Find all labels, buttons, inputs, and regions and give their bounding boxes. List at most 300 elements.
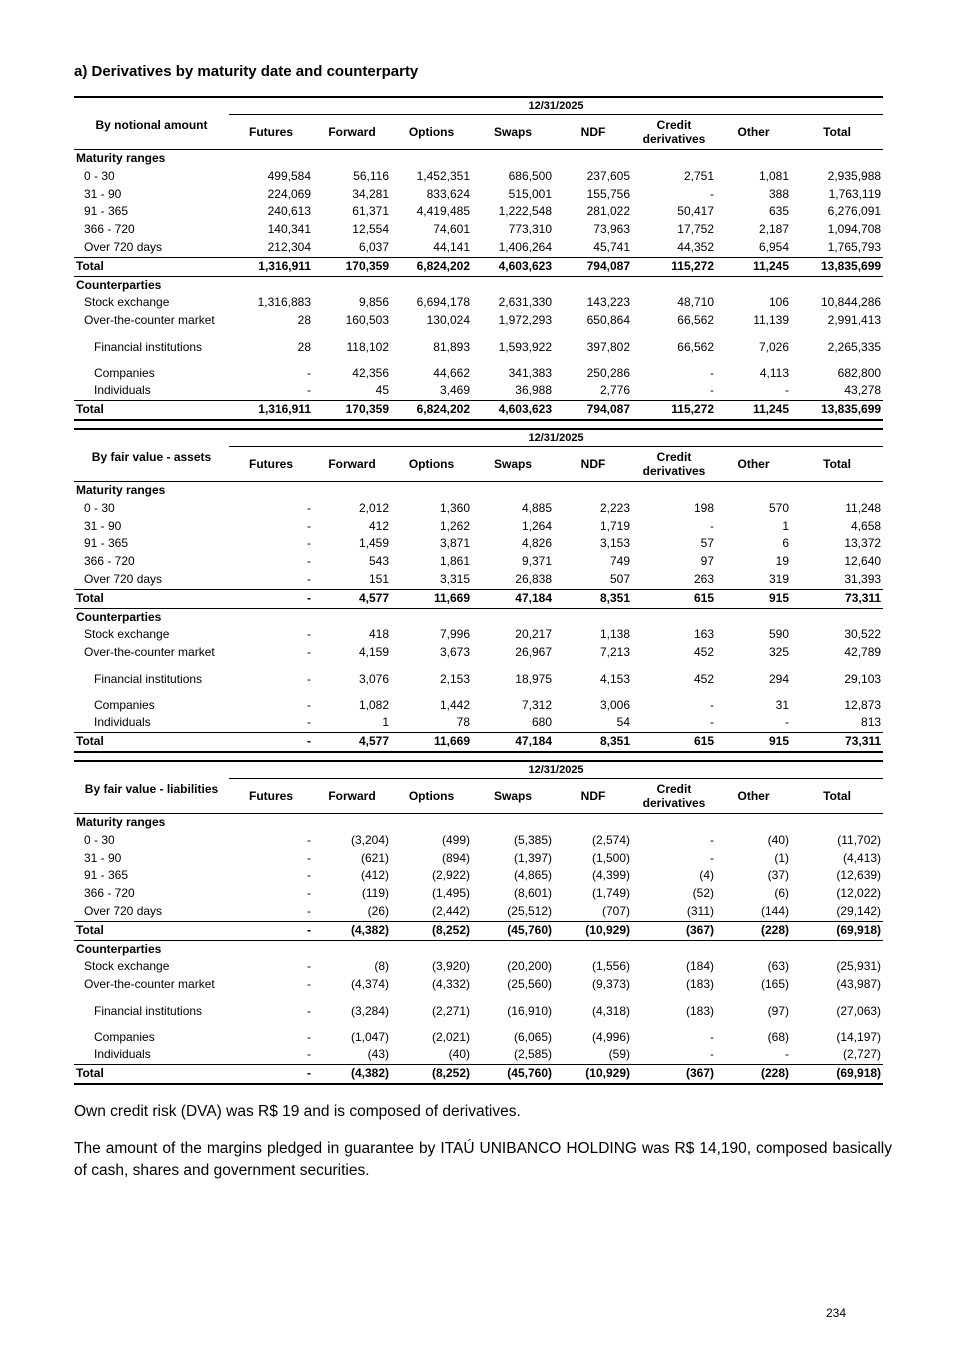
value-cell: 1,262: [439, 518, 470, 533]
value-cell: 6,954: [716, 239, 791, 257]
derivatives-table: [74, 760, 883, 1085]
column-header: Forward: [313, 779, 391, 814]
value-cell: -: [229, 1064, 313, 1083]
table-row: [74, 312, 883, 330]
table-row: [74, 903, 883, 921]
value-cell: (16,910): [507, 1003, 552, 1018]
value-cell: 915: [716, 589, 791, 608]
table-caption-cell: [74, 761, 229, 814]
table-row: [74, 239, 883, 257]
value-cell: 1,360: [439, 500, 470, 515]
value-cell: -: [307, 868, 311, 883]
section-row: [74, 482, 883, 500]
value-cell: 650,864: [586, 313, 630, 328]
value-cell: 73,311: [791, 732, 883, 751]
section-row: [74, 276, 883, 294]
value-cell: 8,351: [554, 589, 632, 608]
value-cell: 6,824,202: [391, 400, 472, 419]
value-cell: (367): [632, 921, 716, 940]
value-cell: 341,383: [508, 365, 552, 380]
value-cell: 6,276,091: [827, 204, 882, 219]
value-cell: 4,419,485: [416, 204, 470, 219]
value-cell: 635: [768, 204, 789, 219]
value-cell: 281,022: [586, 204, 630, 219]
value-cell: 160,503: [345, 313, 389, 328]
value-cell: 1,094,708: [827, 222, 882, 237]
value-cell: 18,975: [515, 671, 552, 686]
row-label: 31 - 90: [84, 518, 122, 533]
table-row: [74, 186, 883, 204]
value-cell: 11,139: [753, 313, 789, 328]
value-cell: (412): [360, 868, 389, 883]
value-cell: 54: [554, 714, 632, 732]
value-cell: 11,669: [391, 589, 472, 608]
value-cell: -: [229, 382, 313, 400]
section-label: Maturity ranges: [76, 815, 166, 829]
value-cell: (69,918): [791, 1064, 883, 1083]
value-cell: (4,996): [591, 1029, 630, 1044]
row-label: Total: [74, 1064, 229, 1083]
value-cell: 2,265,335: [827, 339, 882, 354]
value-cell: (43): [313, 1046, 391, 1064]
value-cell: 26,967: [515, 645, 552, 660]
value-cell: -: [710, 518, 714, 533]
row-label: 31 - 90: [84, 186, 122, 201]
value-cell: (43,987): [836, 977, 882, 992]
value-cell: (2,727): [791, 1046, 883, 1064]
value-cell: 749: [609, 554, 630, 569]
value-cell: 155,756: [586, 186, 630, 201]
value-cell: -: [632, 1046, 716, 1064]
section-label: Counterparties: [76, 277, 162, 292]
value-cell: 12,640: [844, 554, 882, 569]
value-cell: -: [710, 850, 714, 865]
value-cell: (2,271): [431, 1003, 470, 1018]
table-caption-cell: [74, 429, 229, 482]
value-cell: 319: [716, 571, 791, 589]
row-label: Over-the-counter market: [84, 645, 215, 660]
value-cell: (10,929): [554, 921, 632, 940]
value-cell: 915: [716, 732, 791, 751]
value-cell: (1,397): [513, 850, 552, 865]
value-cell: 42,356: [352, 365, 389, 380]
value-cell: 20,217: [515, 627, 552, 642]
row-label: 0 - 30: [84, 832, 115, 847]
value-cell: 7,026: [758, 339, 789, 354]
row-label: 91 - 365: [84, 204, 129, 219]
table-row: [74, 356, 883, 382]
row-label: 91 - 365: [84, 868, 129, 883]
value-cell: (894): [441, 850, 470, 865]
value-cell: 543: [368, 554, 389, 569]
value-cell: -: [229, 571, 313, 589]
row-label: Companies: [94, 365, 155, 380]
value-cell: 3,006: [599, 697, 630, 712]
value-cell: 143,223: [586, 295, 630, 310]
value-cell: (1,500): [591, 850, 630, 865]
value-cell: (3,204): [350, 832, 389, 847]
value-cell: 240,613: [267, 204, 311, 219]
margins-note: The amount of the margins pledged in guarantee by ITAÚ UNIBANCO HOLDING was R$ 14,190, composed basically of cash, shares and government securities.: [74, 1140, 892, 1179]
value-cell: (499): [441, 832, 470, 847]
value-cell: -: [229, 1046, 313, 1064]
value-cell: 237,605: [586, 168, 630, 183]
table-row: [74, 867, 883, 885]
value-cell: 3,076: [358, 671, 389, 686]
column-header: Futures: [229, 447, 313, 482]
value-cell: (228): [716, 921, 791, 940]
row-label: Over-the-counter market: [84, 313, 215, 328]
value-cell: 682,800: [837, 365, 882, 380]
value-cell: (12,022): [836, 886, 882, 901]
value-cell: (10,929): [554, 1064, 632, 1083]
value-cell: 3,871: [439, 536, 470, 551]
value-cell: (14,197): [836, 1029, 882, 1044]
table-row: [74, 589, 883, 608]
value-cell: 6,037: [313, 239, 391, 257]
value-cell: 1,972,293: [498, 313, 552, 328]
table-row: [74, 500, 883, 518]
value-cell: (29,142): [791, 903, 883, 921]
value-cell: (4,865): [513, 868, 552, 883]
value-cell: 590: [768, 627, 789, 642]
value-cell: (3,284): [350, 1003, 389, 1018]
value-cell: 28: [297, 313, 311, 328]
value-cell: (5,385): [513, 832, 552, 847]
value-cell: 2,187: [758, 222, 789, 237]
row-label: Total: [74, 400, 229, 419]
table-row: [74, 382, 883, 400]
value-cell: -: [229, 903, 313, 921]
value-cell: 11,669: [391, 732, 472, 751]
value-cell: 833,624: [426, 186, 470, 201]
value-cell: 2,935,988: [827, 168, 882, 183]
table-row: [74, 294, 883, 312]
value-cell: 615: [632, 732, 716, 751]
value-cell: 31,393: [791, 571, 883, 589]
column-header: Forward: [313, 115, 391, 150]
column-header: Credit derivatives: [632, 115, 716, 150]
value-cell: 170,359: [313, 400, 391, 419]
value-cell: 1,406,264: [472, 239, 554, 257]
value-cell: 6,694,178: [416, 295, 470, 310]
value-cell: 9,856: [358, 295, 389, 310]
value-cell: 56,116: [353, 168, 389, 183]
table-row: [74, 257, 883, 276]
value-cell: 1,316,911: [229, 257, 313, 276]
value-cell: 151: [313, 571, 391, 589]
table-row: [74, 732, 883, 751]
value-cell: 397,802: [586, 339, 630, 354]
value-cell: 4,603,623: [472, 257, 554, 276]
value-cell: 4,658: [851, 518, 882, 533]
value-cell: 418: [368, 627, 389, 642]
value-cell: (2,442): [391, 903, 472, 921]
table-caption-cell: [74, 97, 229, 150]
table-caption: By fair value - assets: [91, 450, 212, 464]
column-header: Swaps: [472, 779, 554, 814]
derivatives-table: [74, 96, 883, 421]
value-cell: 106: [768, 295, 789, 310]
section-heading: a) Derivatives by maturity date and counterparty: [74, 63, 419, 80]
value-cell: 163: [693, 627, 714, 642]
value-cell: 29,103: [844, 671, 882, 686]
row-label: 366 - 720: [84, 222, 135, 237]
value-cell: -: [632, 714, 716, 732]
value-cell: 7,213: [599, 645, 630, 660]
value-cell: 11,248: [845, 500, 882, 515]
column-header: Other: [716, 447, 791, 482]
column-header: Total: [791, 779, 883, 814]
value-cell: 13,835,699: [791, 257, 883, 276]
table-row: [74, 1064, 883, 1083]
value-cell: -: [307, 832, 311, 847]
row-label: Stock exchange: [84, 627, 170, 642]
value-cell: -: [307, 850, 311, 865]
value-cell: -: [307, 645, 311, 660]
value-cell: (26): [313, 903, 391, 921]
column-header: NDF: [554, 779, 632, 814]
value-cell: -: [229, 714, 313, 732]
value-cell: 515,001: [508, 186, 552, 201]
value-cell: 10,844,286: [821, 295, 882, 310]
table-row: [74, 714, 883, 732]
table-row: [74, 958, 883, 976]
column-header: Options: [391, 779, 472, 814]
value-cell: (4,318): [591, 1003, 630, 1018]
value-cell: 2,991,413: [827, 313, 882, 328]
row-label: Total: [74, 257, 229, 276]
value-cell: 44,141: [391, 239, 472, 257]
table-row: [74, 571, 883, 589]
value-cell: 680: [472, 714, 554, 732]
column-header: Credit derivatives: [632, 447, 716, 482]
value-cell: (2,574): [591, 832, 630, 847]
value-cell: 42,789: [844, 645, 882, 660]
value-cell: 4,113: [759, 365, 789, 380]
value-cell: 4,826: [521, 536, 552, 551]
value-cell: 45,741: [554, 239, 632, 257]
table-row: [74, 1046, 883, 1064]
value-cell: 118,102: [346, 339, 389, 354]
row-label: Individuals: [74, 382, 229, 400]
value-cell: 388: [768, 186, 789, 201]
column-header: Total: [791, 115, 883, 150]
table-row: [74, 832, 883, 850]
value-cell: (1,495): [431, 886, 470, 901]
value-cell: 66,562: [677, 339, 714, 354]
value-cell: 45: [313, 382, 391, 400]
value-cell: 2,223: [599, 500, 630, 515]
value-cell: -: [307, 1003, 311, 1018]
value-cell: 1,082: [358, 697, 389, 712]
value-cell: -: [307, 627, 311, 642]
row-label: Total: [74, 589, 229, 608]
value-cell: (707): [554, 903, 632, 921]
row-label: Financial institutions: [94, 339, 203, 354]
value-cell: -: [307, 554, 311, 569]
value-cell: 12,554: [352, 222, 389, 237]
value-cell: (12,639): [836, 868, 882, 883]
row-label: Over 720 days: [74, 571, 229, 589]
value-cell: 198: [693, 500, 714, 515]
value-cell: 57: [700, 536, 714, 551]
table-row: [74, 203, 883, 221]
value-cell: 2,153: [439, 671, 470, 686]
page-number: 234: [826, 1306, 847, 1320]
section-label: Maturity ranges: [76, 483, 166, 497]
value-cell: 686,500: [508, 168, 552, 183]
value-cell: (25,512): [472, 903, 554, 921]
value-cell: (69,918): [791, 921, 883, 940]
section-label: Counterparties: [76, 941, 162, 956]
value-cell: (4,332): [431, 977, 470, 992]
value-cell: (1,556): [591, 959, 630, 974]
column-header: Options: [391, 115, 472, 150]
value-cell: (4,382): [313, 921, 391, 940]
value-cell: (9,373): [591, 977, 630, 992]
value-cell: 1,264: [521, 518, 552, 533]
table-row: [74, 535, 883, 553]
value-cell: 34,281: [352, 186, 389, 201]
value-cell: (3,920): [431, 959, 470, 974]
table-caption: By fair value - liabilities: [84, 782, 219, 796]
value-cell: 1,763,119: [828, 186, 882, 201]
value-cell: (4,382): [313, 1064, 391, 1083]
value-cell: 28: [297, 339, 311, 354]
row-label: Companies: [94, 1029, 155, 1044]
table-row: [74, 994, 883, 1020]
row-label: Total: [74, 921, 229, 940]
value-cell: 615: [632, 589, 716, 608]
row-label: Financial institutions: [94, 1003, 203, 1018]
value-cell: 4,885: [521, 500, 552, 515]
value-cell: 1,719: [599, 518, 630, 533]
value-cell: (1,047): [350, 1029, 389, 1044]
value-cell: 7,996: [439, 627, 470, 642]
value-cell: 794,087: [554, 400, 632, 419]
value-cell: 130,024: [426, 313, 470, 328]
row-label: Over 720 days: [74, 903, 229, 921]
row-label: Total: [74, 732, 229, 751]
row-label: Stock exchange: [84, 959, 170, 974]
column-header: Credit derivatives: [632, 779, 716, 814]
value-cell: 1,222,548: [498, 204, 552, 219]
value-cell: 43,278: [791, 382, 883, 400]
value-cell: 17,752: [677, 222, 714, 237]
value-cell: (2,922): [431, 868, 470, 883]
value-cell: 36,988: [472, 382, 554, 400]
value-cell: (8,252): [391, 1064, 472, 1083]
value-cell: 813: [791, 714, 883, 732]
value-cell: -: [307, 365, 311, 380]
value-cell: 3,153: [599, 536, 630, 551]
value-cell: 1,452,351: [416, 168, 470, 183]
value-cell: -: [710, 1029, 714, 1044]
value-cell: 74,601: [433, 222, 470, 237]
value-cell: (40): [391, 1046, 472, 1064]
table-row: [74, 688, 883, 714]
value-cell: 1,459: [358, 536, 389, 551]
value-cell: (40): [767, 832, 789, 847]
value-cell: 412: [368, 518, 389, 533]
column-header: Options: [391, 447, 472, 482]
value-cell: 6: [782, 536, 789, 551]
table-row: [74, 553, 883, 571]
value-cell: -: [229, 921, 313, 940]
value-cell: 4,577: [313, 732, 391, 751]
table-row: [74, 921, 883, 940]
value-cell: 115,272: [632, 400, 716, 419]
value-cell: (144): [716, 903, 791, 921]
row-label: Individuals: [74, 714, 229, 732]
value-cell: (184): [685, 959, 714, 974]
value-cell: (45,760): [472, 921, 554, 940]
value-cell: -: [307, 886, 311, 901]
value-cell: (367): [632, 1064, 716, 1083]
value-cell: 7,312: [521, 697, 552, 712]
value-cell: -: [716, 1046, 791, 1064]
table-row: [74, 400, 883, 419]
value-cell: 1,861: [439, 554, 470, 569]
value-cell: (4,399): [591, 868, 630, 883]
value-cell: 1: [313, 714, 391, 732]
row-label: Stock exchange: [84, 295, 170, 310]
value-cell: 570: [768, 500, 789, 515]
value-cell: 66,562: [677, 313, 714, 328]
value-cell: 452: [693, 671, 714, 686]
date-row: [74, 429, 883, 447]
value-cell: (2,585): [472, 1046, 554, 1064]
value-cell: 78: [391, 714, 472, 732]
value-cell: 1,316,911: [229, 400, 313, 419]
section-row: [74, 608, 883, 626]
section-row: [74, 814, 883, 832]
value-cell: 170,359: [313, 257, 391, 276]
value-cell: (68): [767, 1029, 789, 1044]
column-header: Futures: [229, 779, 313, 814]
value-cell: 11,245: [716, 400, 791, 419]
value-cell: 61,371: [352, 204, 389, 219]
value-cell: 9,371: [521, 554, 552, 569]
table-row: [74, 221, 883, 239]
table-row: [74, 850, 883, 868]
value-cell: 30,522: [844, 627, 882, 642]
value-cell: 263: [632, 571, 716, 589]
value-cell: 4,603,623: [472, 400, 554, 419]
table-row: [74, 330, 883, 356]
date-label: 12/31/2025: [229, 97, 883, 115]
column-header: Swaps: [472, 115, 554, 150]
table-row: [74, 885, 883, 903]
value-cell: 115,272: [632, 257, 716, 276]
value-cell: (6): [774, 886, 789, 901]
date-label: 12/31/2025: [229, 761, 883, 779]
value-cell: 48,710: [677, 295, 714, 310]
row-label: 91 - 365: [84, 536, 129, 551]
value-cell: -: [307, 959, 311, 974]
value-cell: (97): [767, 1003, 789, 1018]
value-cell: -: [307, 518, 311, 533]
value-cell: 1: [782, 518, 789, 533]
table-row: [74, 1020, 883, 1046]
value-cell: -: [710, 186, 714, 201]
value-cell: 1,593,922: [498, 339, 552, 354]
value-cell: (27,063): [836, 1003, 882, 1018]
table-row: [74, 518, 883, 536]
value-cell: (8): [374, 959, 389, 974]
table-caption: By notional amount: [95, 118, 208, 132]
